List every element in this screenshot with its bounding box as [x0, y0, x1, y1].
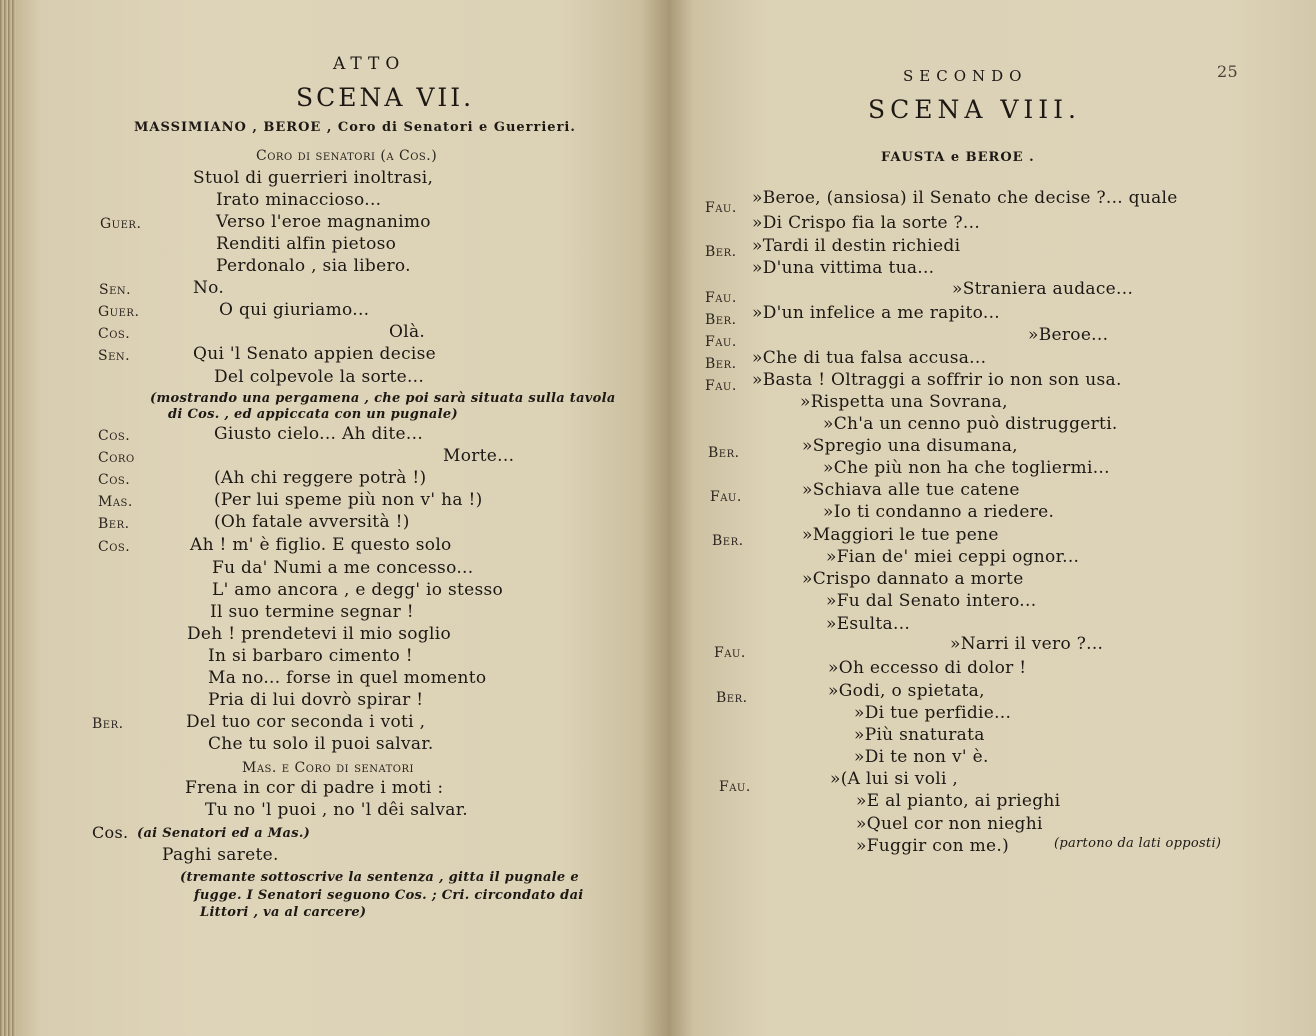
verse-line: (Oh fatale avversità !): [214, 512, 410, 532]
verse-line: Del colpevole la sorte...: [214, 367, 425, 387]
verse-line: »Fian de' miei ceppi ognor...: [826, 547, 1080, 567]
running-header-left: ATTO: [333, 54, 406, 74]
verse-line: »Quel cor non nieghi: [856, 814, 1043, 834]
speaker-label: Cos.: [98, 326, 131, 342]
verse-line: »Fu dal Senato intero...: [826, 591, 1037, 611]
speaker-label: Fau.: [705, 334, 737, 350]
verse-line: Perdonalo , sia libero.: [216, 256, 411, 276]
verse-line: Ah ! m' è figlio. E questo solo: [190, 535, 452, 555]
speaker-label: Coro: [98, 450, 135, 466]
page-edges: [0, 0, 16, 1036]
speaker-label: Sen.: [99, 282, 132, 298]
verse-line: »Tardi il destin richiedi: [752, 236, 961, 256]
verse-line: »Beroe, (ansiosa) il Senato che decise ?... quale: [752, 188, 1178, 208]
stage-direction: Mas. e Coro di senatori: [242, 760, 414, 776]
verse-line: »Che più non ha che togliermi...: [823, 458, 1110, 478]
stage-direction: (mostrando una pergamena , che poi sarà situata sulla tavola: [150, 391, 616, 406]
verse-line: »Narri il vero ?...: [950, 634, 1104, 654]
stage-direction: (partono da lati opposti): [1054, 836, 1222, 851]
speaker-label: Cos.: [98, 472, 131, 488]
speaker-label: Ber.: [708, 445, 740, 461]
verse-line: »Più snaturata: [854, 725, 985, 745]
verse-line: »Fuggir con me.): [856, 836, 1010, 856]
verse-line: »Crispo dannato a morte: [802, 569, 1024, 589]
speaker-label: Fau.: [719, 779, 751, 795]
speaker-label: Fau.: [710, 489, 742, 505]
verse-line: O qui giuriamo...: [219, 300, 370, 320]
right-page: [668, 0, 1316, 1036]
verse-line: »Schiava alle tue catene: [802, 480, 1020, 500]
verse-line: »Godi, o spietata,: [828, 681, 985, 701]
stage-direction: fugge. I Senatori seguono Cos. ; Cri. circondato dai: [194, 888, 584, 903]
scene-title-right: SCENA VIII.: [868, 95, 1082, 124]
verse-line: »E al pianto, ai prieghi: [856, 791, 1061, 811]
stage-direction: Coro di senatori (a Cos.): [256, 148, 438, 164]
verse-line: Tu no 'l puoi , no 'l dêi salvar.: [205, 800, 468, 820]
verse-line: »Maggiori le tue pene: [802, 525, 999, 545]
verse-line: »Spregio una disumana,: [802, 436, 1018, 456]
verse-line: Il suo termine segnar !: [210, 602, 414, 622]
running-header-right: SECONDO: [903, 67, 1028, 85]
verse-line: »Ch'a un cenno può distruggerti.: [823, 414, 1118, 434]
speaker-label: Fau.: [705, 290, 737, 306]
verse-line: »Che di tua falsa accusa...: [752, 348, 987, 368]
verse-line: Paghi sarete.: [162, 845, 279, 865]
verse-line: Verso l'eroe magnanimo: [216, 212, 431, 232]
speaker-label: Sen.: [98, 348, 131, 364]
verse-line: »D'un infelice a me rapito...: [752, 303, 1000, 323]
verse-line: »D'una vittima tua...: [752, 258, 935, 278]
speaker-label: Mas.: [98, 494, 133, 510]
cast-list-left: MASSIMIANO , BEROE , Coro di Senatori e Guerrieri.: [134, 120, 576, 135]
speaker-label: Ber.: [705, 244, 737, 260]
verse-line: »Rispetta una Sovrana,: [800, 392, 1008, 412]
verse-line: Renditi alfin pietoso: [216, 234, 397, 254]
verse-line: L' amo ancora , e degg' io stesso: [212, 580, 504, 600]
verse-line: Deh ! prendetevi il mio soglio: [187, 624, 451, 644]
speaker-label: Cos.: [92, 823, 129, 842]
verse-line: »Straniera audace...: [952, 279, 1134, 299]
speaker-label: Ber.: [712, 533, 744, 549]
verse-line: Pria di lui dovrò spirar !: [208, 690, 424, 710]
speaker-label: Fau.: [705, 200, 737, 216]
verse-line: (Ah chi reggere potrà !): [214, 468, 427, 488]
speaker-label: Guer.: [98, 304, 140, 320]
verse-line: Olà.: [389, 322, 426, 342]
speaker-label: Fau.: [714, 645, 746, 661]
speaker-label: Cos.: [98, 428, 131, 444]
verse-line: Qui 'l Senato appien decise: [193, 344, 437, 364]
verse-line: No.: [193, 278, 225, 298]
stage-direction: (ai Senatori ed a Mas.): [137, 826, 311, 841]
verse-line: Del tuo cor seconda i voti ,: [186, 712, 426, 732]
verse-line: »Basta ! Oltraggi a soffrir io non son usa.: [752, 370, 1122, 390]
verse-line: »Di te non v' è.: [854, 747, 989, 767]
cast-list-right: FAUSTA e BEROE .: [881, 150, 1035, 165]
verse-line: Ma no... forse in quel momento: [208, 668, 487, 688]
stage-direction: di Cos. , ed appiccata con un pugnale): [168, 407, 458, 422]
verse-line: »Di Crispo fia la sorte ?...: [752, 213, 981, 233]
speaker-label: Ber.: [705, 356, 737, 372]
verse-line: (Per lui speme più non v' ha !): [214, 490, 483, 510]
verse-line: Frena in cor di padre i moti :: [185, 778, 444, 798]
stage-direction: Littori , va al carcere): [200, 905, 367, 920]
speaker-label: Cos.: [98, 539, 131, 555]
verse-line: Che tu solo il puoi salvar.: [208, 734, 434, 754]
verse-line: »Di tue perfidie...: [854, 703, 1012, 723]
verse-line: Irato minaccioso...: [216, 190, 382, 210]
speaker-label: Guer.: [100, 216, 142, 232]
speaker-label: Ber.: [98, 516, 130, 532]
verse-line: Stuol di guerrieri inoltrasi,: [193, 168, 434, 188]
verse-line: »Beroe...: [1028, 325, 1109, 345]
verse-line: »Io ti condanno a riedere.: [823, 502, 1055, 522]
scene-title-left: SCENA VII.: [296, 83, 475, 112]
verse-line: Morte...: [443, 446, 515, 466]
speaker-label: Ber.: [705, 312, 737, 328]
verse-line: In si barbaro cimento !: [208, 646, 413, 666]
speaker-label: Ber.: [716, 690, 748, 706]
verse-line: Giusto cielo... Ah dite...: [214, 424, 424, 444]
verse-line: Fu da' Numi a me concesso...: [212, 558, 474, 578]
verse-line: »Esulta...: [826, 614, 911, 634]
speaker-label: Ber.: [92, 716, 124, 732]
stage-direction: (tremante sottoscrive la sentenza , gitta il pugnale e: [180, 870, 579, 885]
verse-line: »(A lui si voli ,: [830, 769, 959, 789]
page-number: 25: [1217, 62, 1238, 81]
speaker-label: Fau.: [705, 378, 737, 394]
verse-line: »Oh eccesso di dolor !: [828, 658, 1027, 678]
